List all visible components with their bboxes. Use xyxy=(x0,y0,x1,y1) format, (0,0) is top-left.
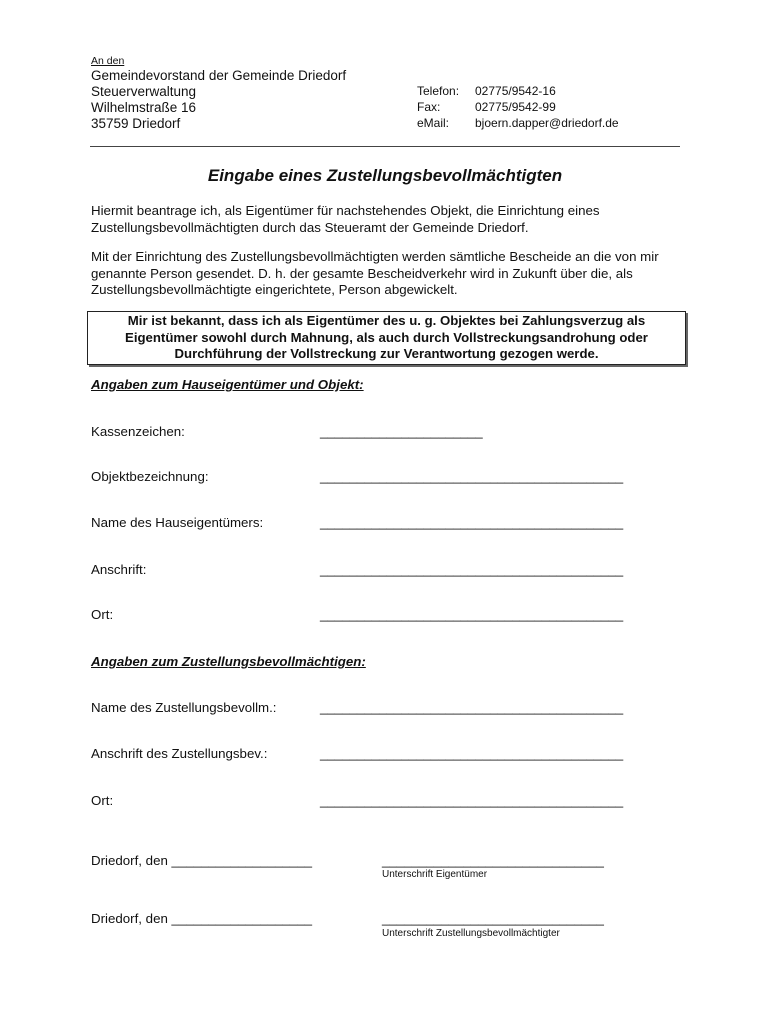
header-divider xyxy=(90,146,680,147)
recipient-prefix: An den xyxy=(91,55,125,67)
recipient-line: Wilhelmstraße 16 xyxy=(91,100,197,115)
field-label-owner-name: Name des Hauseigentümers: xyxy=(91,515,264,530)
field-label-objektbezeichnung: Objektbezeichnung: xyxy=(91,469,209,484)
recipient-address xyxy=(91,68,346,132)
signature-caption-agent: Unterschrift Zustellungsbevollmächtigter xyxy=(382,928,560,939)
contact-label: Fax: xyxy=(417,100,441,114)
field-blank-agent-name[interactable]: _________________________________________ xyxy=(320,700,624,715)
notice-box: Mir ist bekannt, dass ich als Eigentümer des u. g. Objektes bei Zahlungsverzug als Eigentümer sowohl durch Mahnung, als auch durch Vollstreckungsandrohung oder Durchführung der Vollstreckung zur Verantwortung gezogen werde. xyxy=(87,311,686,365)
field-blank-kassenzeichen[interactable]: ______________________ xyxy=(320,424,483,439)
contact-label: eMail: xyxy=(417,116,450,130)
field-blank-owner-name[interactable]: _________________________________________ xyxy=(320,515,624,530)
intro-paragraph: Hiermit beantrage ich, als Eigentümer für nachstehendes Objekt, die Einrichtung eines Zustellungsbevollmächtigten durch das Steueramt der Gemeinde Driedorf. xyxy=(91,203,600,235)
signature-place-date-owner[interactable]: Driedorf, den ___________________ xyxy=(91,853,313,868)
field-label-kassenzeichen: Kassenzeichen: xyxy=(91,424,185,439)
signature-place-date-agent[interactable]: Driedorf, den ___________________ xyxy=(91,911,313,926)
field-blank-agent-city[interactable]: _________________________________________ xyxy=(320,793,624,808)
signature-line-owner[interactable]: ______________________________ xyxy=(382,853,604,868)
field-label-owner-city: Ort: xyxy=(91,607,114,622)
field-label-agent-address: Anschrift des Zustellungsbev.: xyxy=(91,746,268,761)
contact-value: 02775/9542-99 xyxy=(475,100,556,114)
field-label-agent-city: Ort: xyxy=(91,793,114,808)
page-title: Eingabe eines Zustellungsbevollmächtigten xyxy=(207,166,563,185)
recipient-line: Steuerverwaltung xyxy=(91,84,197,99)
field-blank-owner-city[interactable]: _________________________________________ xyxy=(320,607,624,622)
signature-line-agent[interactable]: ______________________________ xyxy=(382,911,604,926)
field-blank-objektbezeichnung[interactable]: _________________________________________ xyxy=(320,469,624,484)
field-blank-owner-address[interactable]: _________________________________________ xyxy=(320,562,624,577)
recipient-line: 35759 Driedorf xyxy=(91,116,181,131)
signature-caption-owner: Unterschrift Eigentümer xyxy=(382,869,488,880)
recipient-line: Gemeindevorstand der Gemeinde Driedorf xyxy=(91,68,347,83)
field-blank-agent-address[interactable]: _________________________________________ xyxy=(320,746,624,761)
contact-block xyxy=(417,83,619,131)
info-paragraph: Mit der Einrichtung des Zustellungsbevollmächtigten werden sämtliche Bescheide an die von mir genannte Person gesendet. D. h. der gesamte Bescheidverkehr wird in Zukunft über die, als Zustellungsbevollmächtigte eingerichtete, Person abgewickelt. xyxy=(91,249,659,297)
contact-value: 02775/9542-16 xyxy=(475,84,556,98)
field-label-agent-name: Name des Zustellungsbevollm.: xyxy=(91,700,277,715)
field-label-owner-address: Anschrift: xyxy=(91,562,147,577)
section-heading-agent: Angaben zum Zustellungsbevollmächtigen: xyxy=(91,654,366,669)
contact-email: bjoern.dapper@driedorf.de xyxy=(475,116,619,130)
section-heading-owner: Angaben zum Hauseigentümer und Objekt: xyxy=(91,377,364,392)
contact-label: Telefon: xyxy=(417,84,460,98)
